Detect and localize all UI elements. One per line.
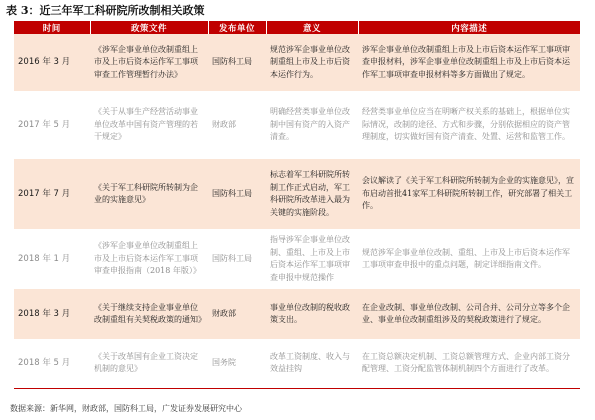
cell-policy: 《关于军工科研院所转制为企业的实施意见》: [90, 159, 208, 229]
policy-table: [14, 21, 580, 389]
cell-description: 在企业改制、事业单位改制、公司合并、公司分立等多个企业、事业单位改制重组涉及的契税政策进行了规定。: [358, 289, 580, 339]
cell-issuer: 国务院: [208, 339, 266, 388]
cell-policy: 《关于继续支持企业事业单位改制重组有关契税政策的通知》: [90, 289, 208, 339]
table-header-row: [14, 21, 580, 34]
cell-issuer: 财政部: [208, 289, 266, 339]
header-issuer: 发布单位: [208, 21, 266, 34]
header-description: 内容描述: [358, 21, 580, 34]
cell-time: 2016 年 3 月: [14, 34, 90, 91]
cell-meaning: 标志着军工科研院所转制工作正式启动，军工科研院所改革进入最为关键的实施阶段。: [266, 159, 358, 229]
table-row: [14, 339, 580, 388]
data-source-note: 数据来源：新华网，财政部，国防科工局，广发证券发展研究中心: [10, 404, 242, 413]
table-row: [14, 229, 580, 289]
cell-meaning: 明确经营类事业单位改制中国有资产的入资产清查。: [266, 91, 358, 159]
cell-meaning: 事业单位改制的税收政策支出。: [266, 289, 358, 339]
cell-issuer: 国防科工局: [208, 229, 266, 289]
cell-time: 2018 年 1 月: [14, 229, 90, 289]
cell-policy: 《涉军企事业单位改制重组上市及上市后资本运作军工事项审查工作管理暂行办法》: [90, 34, 208, 91]
cell-policy: 《关于改革国有企业工资决定机制的意见》: [90, 339, 208, 388]
cell-time: 2017 年 5 月: [14, 91, 90, 159]
cell-meaning: 规范涉军企事业单位改制重组上市及上市后资本运作行为。: [266, 34, 358, 91]
cell-time: 2018 年 3 月: [14, 289, 90, 339]
cell-description: 在工资总额决定机制、工资总额管理方式、企业内部工资分配管理、工资分配监管体制机制四个方面进行了改革。: [358, 339, 580, 388]
header-policy: 政策文件: [90, 21, 208, 34]
header-time: 时间: [14, 21, 90, 34]
table-title: 表 3：近三年军工科研院所改制相关政策: [6, 4, 205, 17]
cell-meaning: 指导涉军企事业单位改制、重组、上市及上市后资本运作军工事项审查申报中规范操作: [266, 229, 358, 289]
cell-policy: 《关于从事生产经营活动事业单位改革中国有资产管理的若干规定》: [90, 91, 208, 159]
cell-time: 2017 年 7 月: [14, 159, 90, 229]
cell-description: 涉军企事业单位改制重组上市及上市后资本运作军工事项审查申报材料，涉军企事业单位改制重组上市及上市后资本运作军工事项审查申报材料等多方面做出了规定。: [358, 34, 580, 91]
table-row: [14, 289, 580, 339]
table-row: [14, 159, 580, 229]
cell-description: 规范涉军企事业单位改制、重组、上市及上市后资本运作军工事项审查申报中的重点问题，制定详细指南文件。: [358, 229, 580, 289]
cell-description: 会议解读了《关于军工科研院所转制为企业的实施意见》，宣布启动首批41家军工科研院所转制工作，研究部署了相关工作。: [358, 159, 580, 229]
cell-issuer: 国防科工局: [208, 34, 266, 91]
table-row: [14, 91, 580, 159]
cell-issuer: 国防科工局: [208, 159, 266, 229]
cell-policy: 《涉军企事业单位改制重组上市及上市后资本运作军工事项审查申报指南（2018 年版）》: [90, 229, 208, 289]
cell-time: 2018 年 5 月: [14, 339, 90, 388]
table-row: [14, 34, 580, 91]
cell-meaning: 改革工资制度、收入与效益挂钩: [266, 339, 358, 388]
cell-description: 经营类事业单位应当在明晰产权关系的基础上，根据单位实际情况，改制的途径、方式和步骤，分别依据相应的资产管理制度，切实做好国有资产清查、处置、运营和监管工作。: [358, 91, 580, 159]
header-meaning: 意义: [266, 21, 358, 34]
cell-issuer: 财政部: [208, 91, 266, 159]
